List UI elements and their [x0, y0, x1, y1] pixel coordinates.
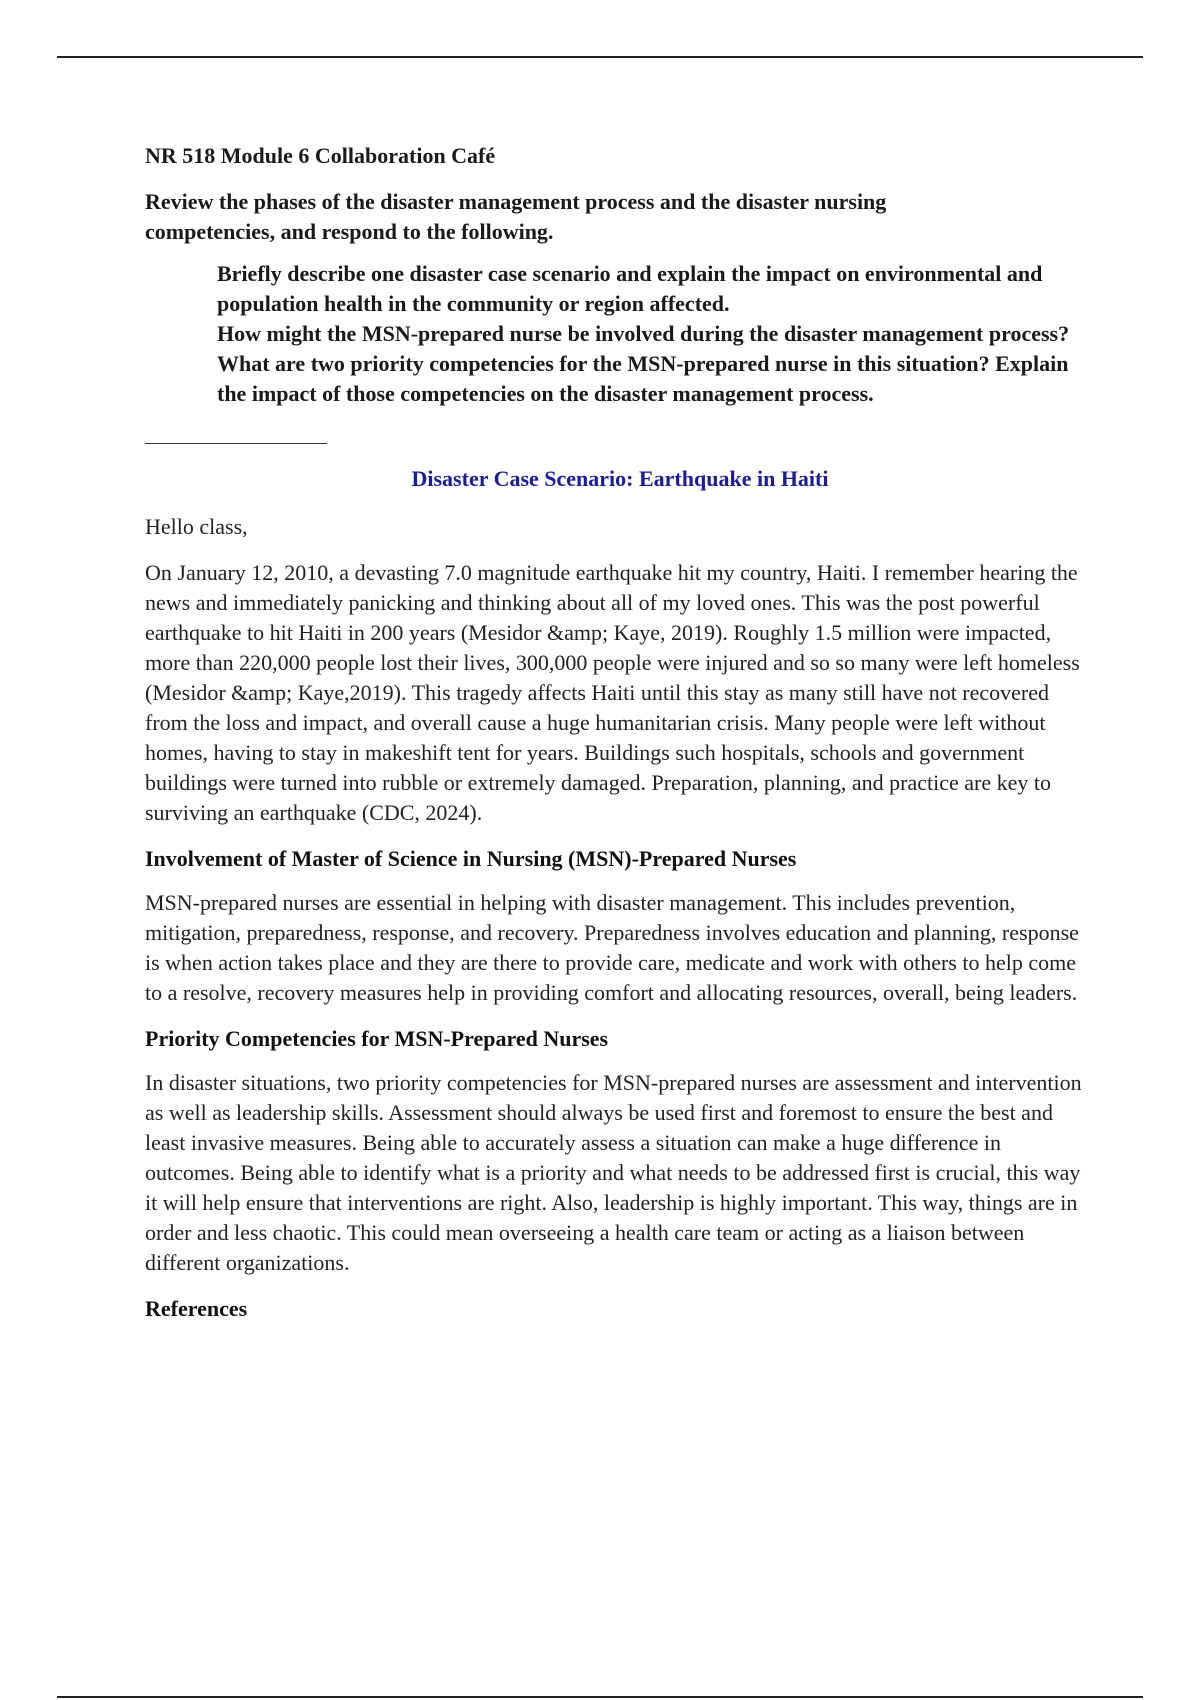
- competencies-paragraph: In disaster situations, two priority competencies for MSN-prepared nurses are assessment and intervention as well as leadership skills. Assessment should always be used first and foremost to ensure the best and least invasive measures. Being able to accurately assess a situation can make a huge difference in outcomes. Being able to identify what is a priority and what needs to be addressed first is crucial, this way it will help ensure that interventions are right. Also, leadership is highly important. This way, things are in order and less chaotic. This could mean overseeing a health care team or acting as a liaison between different organizations.: [145, 1070, 1082, 1275]
- document-body: [145, 141, 1095, 1338]
- involvement-paragraph: MSN-prepared nurses are essential in helping with disaster management. This includes prevention, mitigation, preparedness, response, and recovery. Preparedness involves education and planning, response is when action takes place and they are there to provide care, medicate and work with others to help come to a resolve, recovery measures help in providing comfort and allocating resources, overall, being leaders.: [145, 890, 1079, 1005]
- footer-rule: [57, 1696, 1143, 1698]
- question-list: [217, 259, 1097, 409]
- assignment-prompt: Review the phases of the disaster management process and the disaster nursing competencies, and respond to the following.: [145, 189, 887, 244]
- question-item: What are two priority competencies for the MSN-prepared nurse in this situation? Explain the impact of those competencies on the disaster management process.: [217, 351, 1069, 406]
- scenario-paragraph: On January 12, 2010, a devasting 7.0 magnitude earthquake hit my country, Haiti. I remember hearing the news and immediately panicking and thinking about all of my loved ones. This was the post powerful earthquake to hit Haiti in 200 years (Mesidor &amp; Kaye, 2019). Roughly 1.5 million were impacted, more than 220,000 people lost their lives, 300,000 people were injured and so so many were left homeless (Mesidor &amp; Kaye,2019). This tragedy affects Haiti until this stay as many still have not recovered from the loss and impact, and overall cause a huge humanitarian crisis. Many people were left without homes, having to stay in makeshift tent for years. Buildings such hospitals, schools and government buildings were turned into rubble or extremely damaged. Preparation, planning, and practice are key to surviving an earthquake (CDC, 2024).: [145, 560, 1080, 825]
- header-rule: [57, 56, 1143, 58]
- scenario-title: Disaster Case Scenario: Earthquake in Haiti: [411, 466, 829, 491]
- references-heading: References: [145, 1296, 248, 1321]
- competencies-heading: Priority Competencies for MSN-Prepared Nurses: [145, 1026, 609, 1051]
- involvement-heading: Involvement of Master of Science in Nursing (MSN)-Prepared Nurses: [145, 846, 797, 871]
- question-item: Briefly describe one disaster case scenario and explain the impact on environmental and population health in the community or region affected.: [217, 261, 1043, 316]
- question-item: How might the MSN-prepared nurse be involved during the disaster management process?: [217, 321, 1070, 346]
- greeting: Hello class,: [145, 514, 248, 539]
- section-divider: [145, 443, 327, 444]
- document-title: NR 518 Module 6 Collaboration Café: [145, 143, 496, 168]
